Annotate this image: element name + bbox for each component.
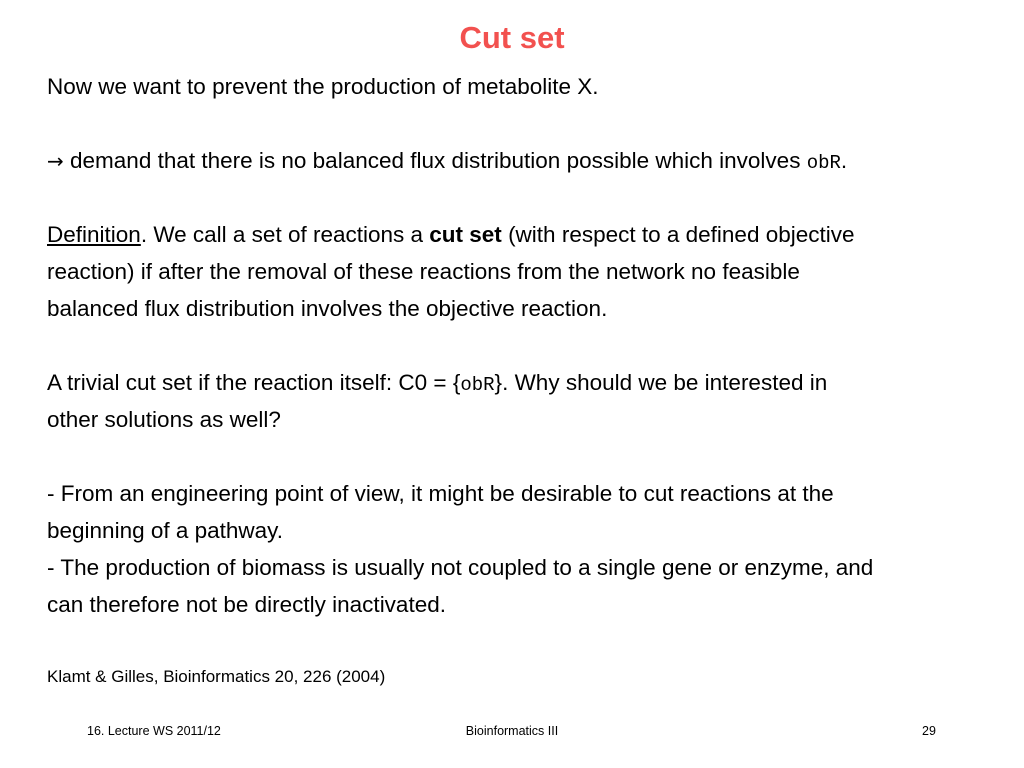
footer-page-number: 29 [922,724,936,738]
bullet-1-line-2: beginning of a pathway. [47,518,284,543]
spacer [47,105,997,142]
trivial-close: } [494,370,503,395]
spacer [47,327,997,364]
trivial-text-1: A trivial cut set if the reaction itself: C0 [47,370,434,395]
cut-set-term: cut set [429,222,502,247]
slide-title: Cut set [459,20,565,55]
spacer [47,179,997,216]
demand-period: . [840,148,848,173]
bullet-2-line-2: can therefore not be directly inactivated. [47,592,446,617]
slide-body [47,68,997,623]
intro-line: Now we want to prevent the production of metabolite X. [47,74,599,99]
citation: Klamt & Gilles, Bioinformatics 20, 226 (2004) [47,667,386,686]
demand-text: demand that there is no balanced flux distribution possible which involves [63,148,807,173]
trivial-equals-open: = { [433,370,461,395]
bullet-1-line-1: - From an engineering point of view, it might be desirable to cut reactions at the [47,481,834,506]
right-arrow-icon: → [47,149,64,173]
definition-line-2: reaction) if after the removal of these reactions from the network no feasible [47,259,800,284]
definition-text-2: (with respect to a defined objective [501,222,855,247]
definition-label: Definition [47,222,141,247]
bullet-2-line-1: - The production of biomass is usually not coupled to a single gene or enzyme, and [47,555,874,580]
trivial-line-2: other solutions as well? [47,407,281,432]
definition-text-1: . We call a set of reactions a [140,222,430,247]
demand-line [47,142,997,179]
trivial-line-1 [47,364,997,401]
trivial-text-2: . Why should we be interested in [502,370,828,395]
obr-code: obR [806,152,841,174]
footer-course: Bioinformatics III [465,724,559,738]
spacer [47,438,997,475]
definition-line-1 [47,216,997,253]
trivial-obr-code: obR [460,374,495,396]
definition-line-3: balanced flux distribution involves the objective reaction. [47,296,608,321]
footer-lecture: 16. Lecture WS 2011/12 [87,724,221,738]
